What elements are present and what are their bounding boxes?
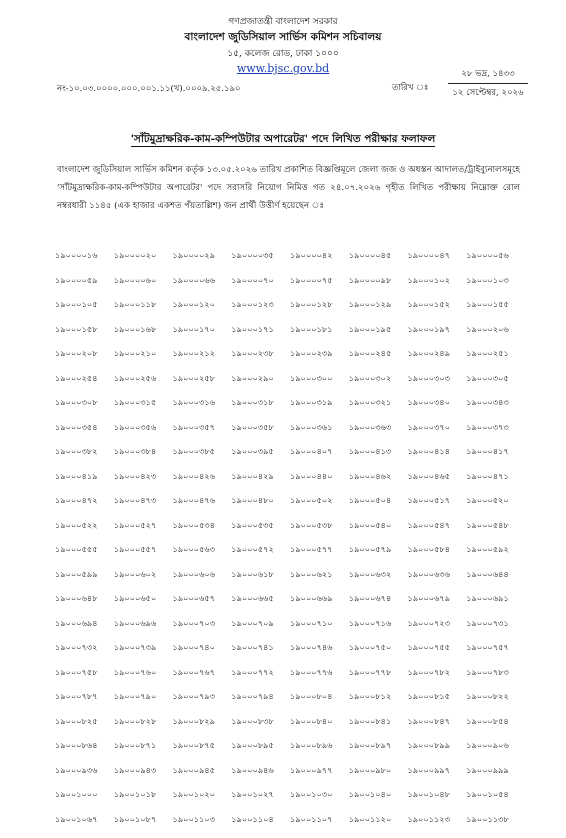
roll-number: ১৯০০০৯৪৬ [231, 765, 290, 790]
roll-number: ১৯০০০১৯৭ [408, 324, 467, 349]
roll-number: ১৯০০০২৫৮ [173, 373, 232, 398]
roll-number: ১৯০০০৫৩৮ [290, 520, 349, 545]
roll-number: ১৯০০০৪৭২ [55, 495, 114, 520]
roll-number: ১৯০০০১৯৫ [349, 324, 408, 349]
roll-number: ১৯০০০০৫৬ [466, 250, 525, 275]
roll-number: ১৯০০০৭০৯ [231, 618, 290, 643]
roll-number: ১৯০০০৫২৭ [114, 520, 173, 545]
roll-number: ১৯০০০৫৯৯ [55, 569, 114, 594]
roll-number: ১৯০০০৯৪৩ [114, 765, 173, 790]
roll-number: ১৯০০০৬০২ [114, 569, 173, 594]
roll-number: ১৯০০০৮৯৫ [231, 740, 290, 765]
office-address: ১৫, কলেজ রোড, ঢাকা ১০০০ [0, 46, 566, 61]
roll-number: ১৯০০০৪৬২ [349, 471, 408, 496]
roll-number: ১৯০০০৭৩৯ [114, 642, 173, 667]
roll-number: ১৯০০০৩১৮ [231, 397, 290, 422]
roll-number: ১৯০০০২৩৯ [290, 348, 349, 373]
roll-number: ১৯০০০৬১৮ [231, 569, 290, 594]
roll-number: ১৯০০১১০৪ [231, 814, 290, 838]
roll-number: ১৯০০০৭৭২ [231, 667, 290, 692]
roll-number: ১৯০০০৩৪০ [408, 397, 467, 422]
roll-number: ১৯০০০৩৭৩ [466, 422, 525, 447]
roll-number: ১৯০০০৪৬৫ [408, 471, 467, 496]
roll-number: ১৯০০১০০০ [55, 789, 114, 814]
roll-number: ১৯০০০৫৮৪ [408, 544, 467, 569]
roll-number: ১৯০০০২৯০ [231, 373, 290, 398]
roll-number: ১৯০০০৮৯৬ [290, 740, 349, 765]
memo-number: নং-১০.০৩.০০০০.০০০.০০১.১১(খ).০০০৯.২৫.১৯০ [57, 82, 241, 96]
roll-number: ১৯০০০৫৬৩ [173, 544, 232, 569]
roll-number: ১৯০০১০২০ [173, 789, 232, 814]
roll-number: ১৯০০০৮৫৪ [466, 716, 525, 741]
roll-number: ১৯০০১০৪০ [349, 789, 408, 814]
roll-number: ১৯০০০২১০ [114, 348, 173, 373]
roll-number: ১৯০০১০৮৭ [114, 814, 173, 838]
roll-number: ১৯০০০৭৩১ [466, 618, 525, 643]
roll-number: ১৯০০০৫৪০ [349, 520, 408, 545]
roll-number: ১৯০০০৪৭৬ [173, 495, 232, 520]
roll-number: ১৯০০০০৬৬ [173, 275, 232, 300]
roll-number: ১৯০০০৩৫৬ [114, 422, 173, 447]
roll-number: ১৯০০০৮১৫ [408, 691, 467, 716]
roll-number: ১৯০০০৬৯৪ [55, 618, 114, 643]
roll-number: ১৯০০০০১৬ [55, 250, 114, 275]
roll-number: ১৯০০০৫৪৮ [466, 520, 525, 545]
roll-number: ১৯০০০৮৩৮ [231, 716, 290, 741]
roll-number: ১৯০০০৪৭১ [466, 471, 525, 496]
roll-number: ১৯০০০৬৫৭ [173, 593, 232, 618]
date-label: তারিখ ঃ [392, 81, 428, 95]
roll-number: ১৯০০০৭৪০ [173, 642, 232, 667]
roll-number: ১৯০০০৫০২ [290, 495, 349, 520]
roll-number: ১৯০০০৮১২ [349, 691, 408, 716]
roll-number: ১৯০০০৫৫৫ [55, 544, 114, 569]
roll-number: ১৯০০০৬২১ [290, 569, 349, 594]
roll-number: ১৯০০০৫১৭ [408, 495, 467, 520]
roll-number: ১৯০০০১২৩ [231, 299, 290, 324]
date-bangla: ২৮ ভদ্র, ১৪৩৩ [448, 67, 528, 84]
roll-number: ১৯০০০৬৪৮ [55, 593, 114, 618]
roll-number: ১৯০০০৬৬৯ [290, 593, 349, 618]
roll-number: ১৯০০০২৪৫ [349, 348, 408, 373]
roll-number: ১৯০০০৮৯৭ [349, 740, 408, 765]
roll-number: ১৯০০০৯৭৭ [290, 765, 349, 790]
roll-number: ১৯০০০৩৮৫ [173, 446, 232, 471]
roll-number: ১৯০০০৩৬৩ [349, 422, 408, 447]
roll-number: ১৯০০০৪৮০ [231, 495, 290, 520]
roll-number: ১৯০০০২০৮ [55, 348, 114, 373]
roll-number: ১৯০০০৬০৬ [173, 569, 232, 594]
website-link[interactable]: www.bjsc.gov.bd [0, 62, 566, 75]
roll-number: ১৯০০১০৩০ [290, 789, 349, 814]
roll-number: ১৯০০০৫৭৭ [290, 544, 349, 569]
roll-number: ১৯০০০৫২২ [55, 520, 114, 545]
roll-number: ১৯০০০০৫৯ [55, 275, 114, 300]
roll-number: ১৯০০০৯৪৫ [173, 765, 232, 790]
roll-number: ১৯০০০৩০৮ [55, 397, 114, 422]
roll-number: ১৯০০০৩৫৪ [55, 422, 114, 447]
roll-number: ১৯০০০১৫৫ [466, 299, 525, 324]
roll-number: ১৯০০০৫২০ [466, 495, 525, 520]
roll-number: ১৯০০০৩৭০ [408, 422, 467, 447]
roll-number: ১৯০০০৬৭৯ [408, 593, 467, 618]
roll-number: ১৯০০০২৩৮ [231, 348, 290, 373]
notice-title: 'সাঁটমুদ্রাক্ষরিক-কাম-কম্পিউটার অপারেটর' পদে লিখিত পরীক্ষার ফলাফল [131, 133, 436, 147]
roll-number: ১৯০০০৫৭২ [231, 544, 290, 569]
roll-number: ১৯০০০৩৮২ [55, 446, 114, 471]
roll-number: ১৯০০০৩০০ [290, 373, 349, 398]
roll-number: ১৯০০০১২৯ [349, 299, 408, 324]
roll-number: ১৯০০০০৪৭ [408, 250, 467, 275]
roll-number: ১৯০০০৪২৬ [173, 471, 232, 496]
roll-number: ১৯০০০৭৫০ [349, 642, 408, 667]
roll-number: ১৯০০০৭৮৩ [466, 667, 525, 692]
roll-number: ১৯০০০৮২২ [466, 691, 525, 716]
roll-number: ১৯০০০৩৫৮ [231, 422, 290, 447]
roll-number: ১৯০০০১১৮ [114, 299, 173, 324]
roll-number: ১৯০০০৭৪৬ [290, 642, 349, 667]
roll-number: ১৯০০০১০৫ [55, 299, 114, 324]
notice-title-wrap [0, 132, 566, 149]
roll-number: ১৯০০০৮০৪ [290, 691, 349, 716]
roll-number: ১৯০০০০৪২ [290, 250, 349, 275]
roll-number: ১৯০০০৯৮০ [349, 765, 408, 790]
roll-number: ১৯০০০৮৭১ [114, 740, 173, 765]
roll-number: ১৯০০০৪২৯ [231, 471, 290, 496]
roll-number: ১৯০০০৩১৬ [173, 397, 232, 422]
roll-number: ১৯০০০১৭০ [173, 324, 232, 349]
government-header: গণপ্রজাতন্ত্রী বাংলাদেশ সরকার [0, 14, 566, 29]
roll-number: ১৯০০০৩০৩ [408, 373, 467, 398]
roll-number: ১৯০০০৪১৭ [466, 446, 525, 471]
date-english: ১২ সেপ্টেম্বর, ২০২৬ [448, 86, 528, 100]
roll-number: ১৯০০০৬৬৫ [231, 593, 290, 618]
roll-number: ১৯০০০৯৯৯ [466, 765, 525, 790]
roll-number: ১৯০০০১৬৮ [114, 324, 173, 349]
roll-number: ১৯০০০৮২৯ [173, 716, 232, 741]
roll-number: ১৯০০০৭৯৩ [173, 691, 232, 716]
roll-number: ১৯০০০৬৯৬ [114, 618, 173, 643]
roll-number: ১৯০০০০৭৫ [290, 275, 349, 300]
roll-number: ১৯০০০০৬০ [114, 275, 173, 300]
roll-number: ১৯০০০৪১৯ [55, 471, 114, 496]
roll-number: ১৯০০০০৭০ [231, 275, 290, 300]
roll-number: ১৯০০১১২৩ [408, 814, 467, 838]
roll-number: ১৯০০০১৮১ [290, 324, 349, 349]
roll-number: ১৯০০০৭৮৭ [55, 691, 114, 716]
roll-number: ১৯০০০২৫৬ [114, 373, 173, 398]
roll-number: ১৯০০০০৯৮ [349, 275, 408, 300]
roll-number: ১৯০০০৫৩৪ [173, 520, 232, 545]
roll-number: ১৯০০০১০৩ [466, 275, 525, 300]
roll-number: ১৯০০০৩১৯ [290, 397, 349, 422]
roll-number: ১৯০০০৭৯৪ [231, 691, 290, 716]
roll-number: ১৯০০০২১২ [173, 348, 232, 373]
roll-number: ১৯০০১১২০ [349, 814, 408, 838]
notice-body: বাংলাদেশ জুডিসিয়াল সার্ভিস কমিশন কর্তৃক ১৩.০৫.২০২৬ তারিখ প্রকাশিত বিজ্ঞপ্তিমূলে জেলা জজ ও অধস্তন আদালত/ট্রাইব্যুনালসমূহে 'সাঁটমুদ্রাক্ষরিক-কাম-কম্পিউটার অপারেটর' পদে সরাসরি নিয়োগ নিমিত্ত গত ২৪.০৭.২০২৬ গৃহীত লিখিত পরীক্ষায় নিম্নোক্ত রোল নম্বরধারী ১১৪৫ (এক হাজার একশত পঁয়তাল্লিশ) জন প্রার্থী উত্তীর্ণ হয়েছেন ঃ [57, 161, 520, 215]
roll-number: ১৯০০০৬৪৪ [466, 569, 525, 594]
roll-number: ১৯০০০২৫৪ [55, 373, 114, 398]
roll-number: ১৯০০০৬৩৬ [408, 569, 467, 594]
roll-number: ১৯০০০৭৫৮ [55, 667, 114, 692]
roll-number: ১৯০০০৩০৫ [466, 373, 525, 398]
roll-number: ১৯০০১১৩৮ [466, 814, 525, 838]
roll-number: ১৯০০০৭৭৮ [349, 667, 408, 692]
roll-number: ১৯০০০৭৯০ [114, 691, 173, 716]
roll-number: ১৯০০০৮৭৫ [173, 740, 232, 765]
secretariat-name: বাংলাদেশ জুডিসিয়াল সার্ভিস কমিশন সচিবালয় [0, 30, 566, 47]
roll-number: ১৯০০০৮২৮ [114, 716, 173, 741]
roll-number: ১৯০০০৩১৫ [114, 397, 173, 422]
roll-number: ১৯০০০৪১৪ [408, 446, 467, 471]
roll-number: ১৯০০০১৫৮ [55, 324, 114, 349]
roll-number: ১৯০০০৭১৬ [349, 618, 408, 643]
roll-number: ১৯০০০৯৩৬ [55, 765, 114, 790]
roll-number: ১৯০০০৫৭৯ [349, 544, 408, 569]
roll-number: ১৯০০১০১৮ [114, 789, 173, 814]
roll-number: ১৯০০০৩৮৪ [114, 446, 173, 471]
roll-number: ১৯০০০৪০৭ [290, 446, 349, 471]
roll-number: ১৯০০০৮৪০ [290, 716, 349, 741]
roll-number: ১৯০০০৭৬৭ [173, 667, 232, 692]
roll-number: ১৯০০১১০৭ [290, 814, 349, 838]
roll-number: ১৯০০০৪৪০ [290, 471, 349, 496]
roll-number: ১৯০০০৪১৩ [349, 446, 408, 471]
roll-number: ১৯০০০৬৩২ [349, 569, 408, 594]
roll-number: ১৯০০০৭৭৬ [290, 667, 349, 692]
roll-number: ১৯০০০০৩৫ [231, 250, 290, 275]
roll-number: ১৯০০০১০২ [408, 275, 467, 300]
roll-number: ১৯০০০৭৪১ [231, 642, 290, 667]
roll-number: ১৯০০০১২৮ [290, 299, 349, 324]
roll-number: ১৯০০০৩৫৭ [173, 422, 232, 447]
roll-number: ১৯০০১০২৭ [231, 789, 290, 814]
roll-number: ১৯০০০৭৫৭ [466, 642, 525, 667]
roll-number: ১৯০০০৫৯২ [466, 544, 525, 569]
roll-number: ১৯০০০০২৯ [173, 250, 232, 275]
roll-number: ১৯০০০১৫২ [408, 299, 467, 324]
roll-number: ১৯০০১০৪৮ [408, 789, 467, 814]
roll-number: ১৯০০০৫৪৭ [408, 520, 467, 545]
roll-number: ১৯০০০১৭১ [231, 324, 290, 349]
roll-number: ১৯০০১০৫৪ [466, 789, 525, 814]
roll-number: ১৯০০০৩৪৩ [466, 397, 525, 422]
roll-number: ১৯০০০৩২১ [349, 397, 408, 422]
roll-number: ১৯০০০১২০ [173, 299, 232, 324]
roll-number: ১৯০০০৭২৩ [408, 618, 467, 643]
roll-number: ১৯০০০৪২৩ [114, 471, 173, 496]
roll-number: ১৯০০০৭১০ [290, 618, 349, 643]
roll-number: ১৯০০০৭০৩ [173, 618, 232, 643]
roll-number: ১৯০০০৬৯১ [466, 593, 525, 618]
roll-number-grid [55, 250, 525, 838]
roll-number: ১৯০০০০২০ [114, 250, 173, 275]
roll-number: ১৯০০০০৪৫ [349, 250, 408, 275]
roll-number: ১৯০০০৮৪৭ [408, 716, 467, 741]
roll-number: ১৯০০১১০৩ [173, 814, 232, 838]
roll-number: ১৯০০০৮২৫ [55, 716, 114, 741]
roll-number: ১৯০০০৬৭৪ [349, 593, 408, 618]
roll-number: ১৯০০০৬৫০ [114, 593, 173, 618]
roll-number: ১৯০০১০৬৭ [55, 814, 114, 838]
roll-number: ১৯০০০২৪৯ [408, 348, 467, 373]
roll-number: ১৯০০০৫৫৭ [114, 544, 173, 569]
roll-number: ১৯০০০৮৪১ [349, 716, 408, 741]
roll-number: ১৯০০০২৫১ [466, 348, 525, 373]
roll-number: ১৯০০০৭৮২ [408, 667, 467, 692]
roll-number: ১৯০০০৯০৬ [466, 740, 525, 765]
roll-number: ১৯০০০৩০২ [349, 373, 408, 398]
roll-number: ১৯০০০৭৫৫ [408, 642, 467, 667]
roll-number: ১৯০০০৪৭৩ [114, 495, 173, 520]
roll-number: ১৯০০০২০৬ [466, 324, 525, 349]
roll-number: ১৯০০০৮৯৯ [408, 740, 467, 765]
roll-number: ১৯০০০৩৯৫ [231, 446, 290, 471]
roll-number: ১৯০০০৫০৪ [349, 495, 408, 520]
roll-number: ১৯০০০৭৩২ [55, 642, 114, 667]
roll-number: ১৯০০০৭৬০ [114, 667, 173, 692]
roll-number: ১৯০০০৫৩৫ [231, 520, 290, 545]
roll-number: ১৯০০০৮৬৪ [55, 740, 114, 765]
roll-number: ১৯০০০৩৬১ [290, 422, 349, 447]
roll-number: ১৯০০০৯৯৭ [408, 765, 467, 790]
